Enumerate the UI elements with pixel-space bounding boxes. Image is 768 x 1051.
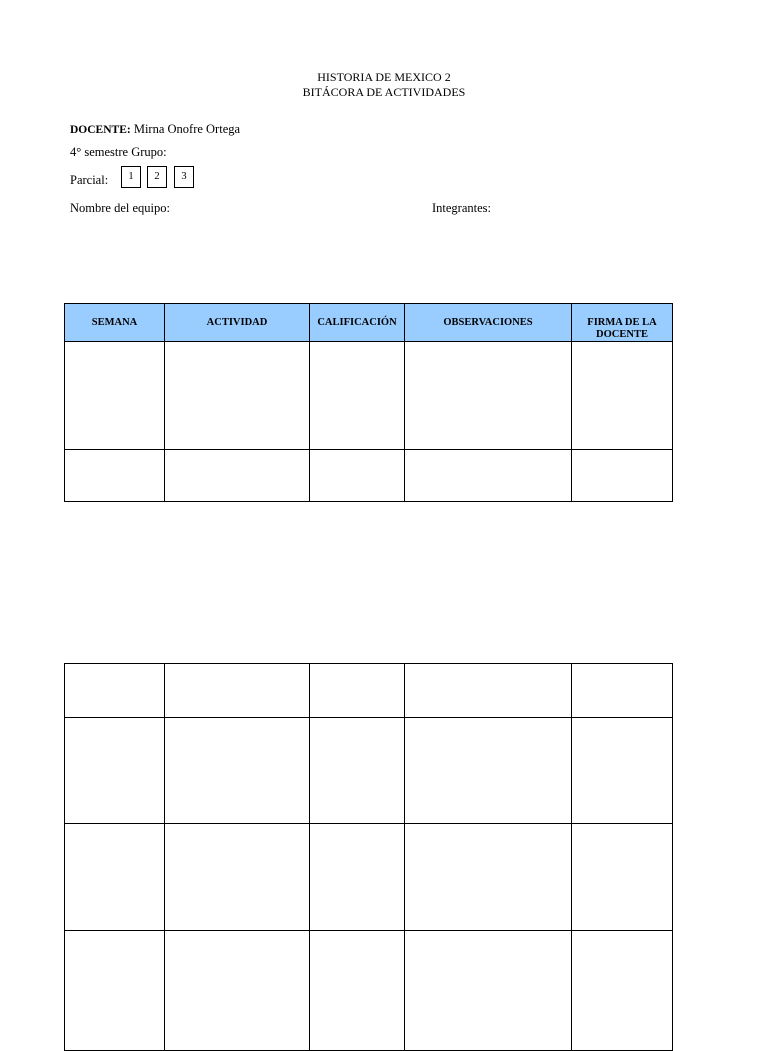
column-header-calificacion: CALIFICACIÓN bbox=[310, 304, 405, 342]
column-header-actividad: ACTIVIDAD bbox=[165, 304, 310, 342]
table-cell[interactable] bbox=[165, 664, 310, 718]
column-header-firma: FIRMA DE LA DOCENTE bbox=[572, 304, 673, 342]
activity-log-table bbox=[64, 303, 673, 502]
table-cell[interactable] bbox=[405, 342, 572, 450]
docente-line bbox=[70, 122, 240, 138]
table-row bbox=[65, 931, 673, 1051]
table-cell[interactable] bbox=[65, 450, 165, 502]
column-header-semana: SEMANA bbox=[65, 304, 165, 342]
table-row bbox=[65, 824, 673, 931]
table-cell[interactable] bbox=[310, 931, 405, 1051]
table-cell[interactable] bbox=[310, 718, 405, 824]
table-cell[interactable] bbox=[572, 450, 673, 502]
table-cell[interactable] bbox=[405, 718, 572, 824]
table-cell[interactable] bbox=[165, 824, 310, 931]
activity-log-table-continued bbox=[64, 663, 673, 1051]
parcial-option-2[interactable]: 2 bbox=[147, 166, 167, 188]
table-cell[interactable] bbox=[405, 450, 572, 502]
table-cell[interactable] bbox=[572, 718, 673, 824]
table-cell[interactable] bbox=[310, 824, 405, 931]
integrantes-label: Integrantes: bbox=[432, 201, 492, 215]
table-cell[interactable] bbox=[572, 664, 673, 718]
parcial-label: Parcial: bbox=[70, 173, 109, 187]
table-cell[interactable] bbox=[310, 450, 405, 502]
table-cell[interactable] bbox=[165, 931, 310, 1051]
table-cell[interactable] bbox=[165, 450, 310, 502]
semestre-grupo-line: 4° semestre Grupo: bbox=[70, 145, 167, 159]
document-subtitle: BITÁCORA DE ACTIVIDADES bbox=[302, 85, 466, 99]
equipo-label: Nombre del equipo: bbox=[70, 201, 170, 215]
document-title: HISTORIA DE MEXICO 2 bbox=[317, 70, 451, 84]
table-cell[interactable] bbox=[65, 824, 165, 931]
table-row bbox=[65, 664, 673, 718]
table-cell[interactable] bbox=[572, 342, 673, 450]
table-cell[interactable] bbox=[65, 718, 165, 824]
table-cell[interactable] bbox=[310, 342, 405, 450]
table-row bbox=[65, 450, 673, 502]
table-cell[interactable] bbox=[165, 342, 310, 450]
table-cell[interactable] bbox=[405, 664, 572, 718]
table-cell[interactable] bbox=[65, 931, 165, 1051]
table-cell[interactable] bbox=[572, 931, 673, 1051]
parcial-option-3[interactable]: 3 bbox=[174, 166, 194, 188]
table-cell[interactable] bbox=[310, 664, 405, 718]
table-cell[interactable] bbox=[165, 718, 310, 824]
table-cell[interactable] bbox=[405, 931, 572, 1051]
parcial-option-1[interactable]: 1 bbox=[121, 166, 141, 188]
docente-name: Mirna Onofre Ortega bbox=[130, 122, 241, 136]
table-cell[interactable] bbox=[65, 664, 165, 718]
column-header-observaciones: OBSERVACIONES bbox=[405, 304, 572, 342]
table-row bbox=[65, 342, 673, 450]
table-header-row bbox=[65, 304, 673, 342]
table-cell[interactable] bbox=[405, 824, 572, 931]
table-cell[interactable] bbox=[65, 342, 165, 450]
docente-label: DOCENTE: bbox=[70, 124, 131, 136]
table-row bbox=[65, 718, 673, 824]
table-cell[interactable] bbox=[572, 824, 673, 931]
